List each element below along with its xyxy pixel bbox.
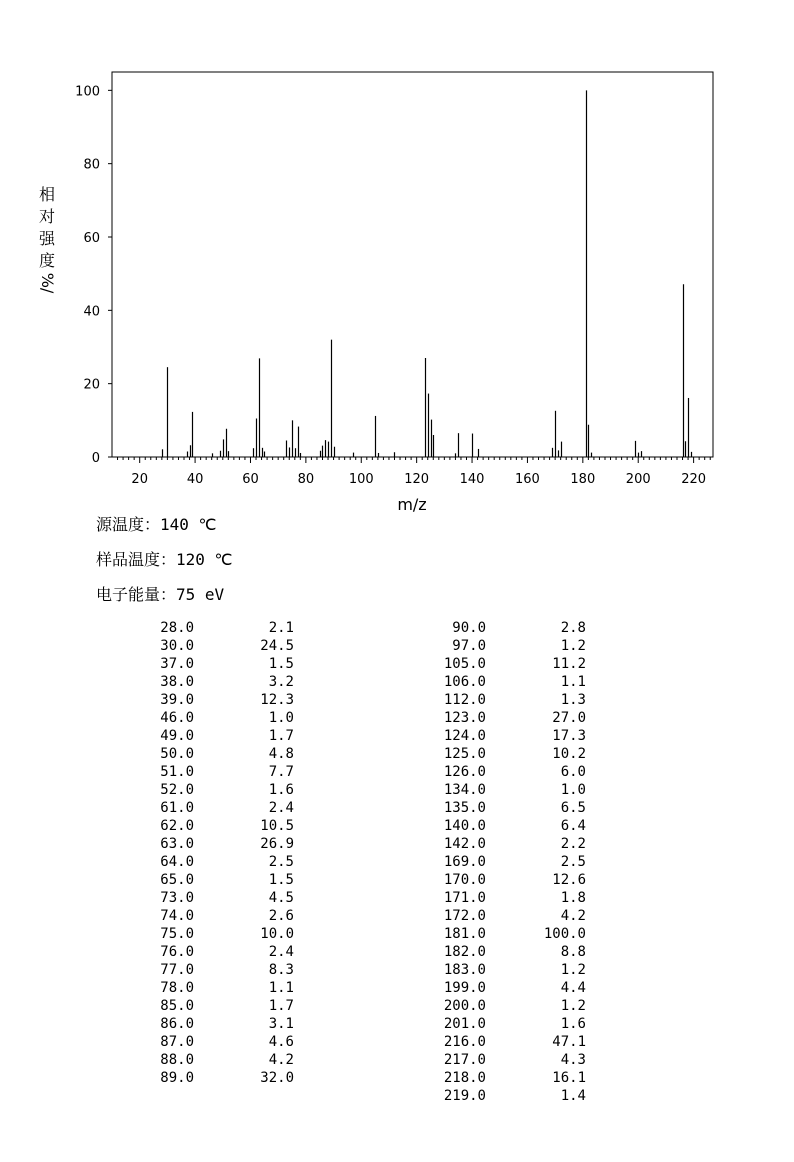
peak-abundance: 12.6 <box>552 872 586 888</box>
peak-mz: 140.0 <box>443 818 486 834</box>
peak-mz: 62.0 <box>160 818 194 834</box>
peak-mz: 134.0 <box>443 782 486 798</box>
x-tick-label: 120 <box>404 472 430 487</box>
peak-mz: 200.0 <box>443 998 486 1014</box>
peak-row <box>100 763 294 781</box>
peak-row <box>100 799 294 817</box>
peak-abundance: 1.4 <box>560 1088 586 1104</box>
x-tick-label: 160 <box>515 472 540 487</box>
peak-abundance: 2.8 <box>560 620 586 636</box>
peak-row <box>100 727 294 745</box>
y-tick-label: 0 <box>91 451 100 466</box>
peak-row <box>390 727 586 745</box>
peak-row <box>390 1069 586 1087</box>
peak-row <box>390 1087 586 1105</box>
peak-row <box>100 781 294 799</box>
peak-abundance: 4.4 <box>560 980 586 996</box>
peak-row <box>100 1015 294 1033</box>
sample-temperature <box>96 547 233 570</box>
peak-abundance: 1.0 <box>560 782 586 798</box>
y-axis-label-char: 度 <box>38 251 55 270</box>
peak-mz: 78.0 <box>160 980 194 996</box>
peak-abundance: 2.4 <box>268 944 294 960</box>
peak-abundance: 1.2 <box>560 638 586 654</box>
peak-mz: 51.0 <box>160 764 194 780</box>
electron-energy <box>96 582 224 605</box>
peak-table-left <box>100 619 294 1087</box>
peak-table-right <box>390 619 586 1105</box>
x-tick-label: 80 <box>297 472 315 487</box>
peak-row <box>100 817 294 835</box>
peak-mz: 123.0 <box>443 710 486 726</box>
peak-row <box>390 763 586 781</box>
peak-abundance: 26.9 <box>260 836 294 852</box>
peak-mz: 125.0 <box>443 746 486 762</box>
peak-abundance: 8.8 <box>560 944 586 960</box>
peak-mz: 61.0 <box>160 800 194 816</box>
peak-abundance: 11.2 <box>552 656 586 672</box>
peak-row <box>100 655 294 673</box>
x-tick-label: 140 <box>459 472 485 487</box>
peak-row <box>390 889 586 907</box>
peak-abundance: 24.5 <box>260 638 294 654</box>
peak-abundance: 1.3 <box>560 692 586 708</box>
spectrum-peaks <box>163 90 692 457</box>
peak-abundance: 1.5 <box>268 872 294 888</box>
peak-row <box>100 961 294 979</box>
x-tick-label: 220 <box>681 472 707 487</box>
peak-row <box>100 1051 294 1069</box>
peak-abundance: 4.2 <box>268 1052 294 1068</box>
peak-row <box>100 871 294 889</box>
peak-abundance: 2.5 <box>560 854 586 870</box>
peak-row <box>390 799 586 817</box>
peak-abundance: 7.7 <box>268 764 294 780</box>
peak-abundance: 32.0 <box>260 1070 294 1086</box>
peak-row <box>390 835 586 853</box>
source-temperature <box>96 512 217 535</box>
peak-row <box>100 1069 294 1087</box>
y-axis-label-char: 相 <box>38 185 55 204</box>
param-value: 75 eV <box>176 585 225 604</box>
peak-row <box>100 925 294 943</box>
peak-abundance: 1.0 <box>268 710 294 726</box>
peak-mz: 88.0 <box>160 1052 194 1068</box>
peak-mz: 39.0 <box>160 692 194 708</box>
peak-abundance: 6.5 <box>560 800 586 816</box>
peak-abundance: 1.2 <box>560 962 586 978</box>
peak-row <box>100 997 294 1015</box>
peak-mz: 77.0 <box>160 962 194 978</box>
peak-mz: 38.0 <box>160 674 194 690</box>
peak-abundance: 1.2 <box>560 998 586 1014</box>
peak-row <box>390 709 586 727</box>
peak-mz: 65.0 <box>160 872 194 888</box>
peak-row <box>390 925 586 943</box>
y-tick-label: 20 <box>83 377 100 393</box>
peak-mz: 30.0 <box>160 638 194 654</box>
peak-abundance: 1.6 <box>268 782 294 798</box>
peak-row <box>390 997 586 1015</box>
peak-mz: 216.0 <box>443 1034 486 1050</box>
peak-row <box>390 943 586 961</box>
peak-abundance: 1.7 <box>268 728 294 744</box>
peak-row <box>100 907 294 925</box>
peak-mz: 46.0 <box>160 710 194 726</box>
peak-row <box>100 943 294 961</box>
peak-abundance: 16.1 <box>552 1070 586 1086</box>
peak-mz: 105.0 <box>443 656 486 672</box>
x-tick-label: 60 <box>242 472 259 487</box>
peak-mz: 172.0 <box>443 908 486 924</box>
peak-row <box>390 619 586 637</box>
peak-abundance: 4.3 <box>560 1052 586 1068</box>
peak-row <box>390 1015 586 1033</box>
peak-mz: 126.0 <box>443 764 486 780</box>
plot-frame <box>112 72 713 457</box>
peak-abundance: 4.2 <box>560 908 586 924</box>
peak-abundance: 47.1 <box>552 1034 586 1050</box>
y-axis-label-unit: %/ <box>38 272 57 294</box>
peak-row <box>390 907 586 925</box>
peak-abundance: 2.6 <box>268 908 294 924</box>
peak-abundance: 1.1 <box>560 674 586 690</box>
peak-abundance: 12.3 <box>260 692 294 708</box>
peak-mz: 74.0 <box>160 908 194 924</box>
peak-row <box>390 745 586 763</box>
y-tick-label: 100 <box>75 84 100 100</box>
peak-mz: 63.0 <box>160 836 194 852</box>
x-tick-label: 20 <box>131 472 148 487</box>
peak-abundance: 8.3 <box>268 962 294 978</box>
peak-mz: 52.0 <box>160 782 194 798</box>
peak-mz: 87.0 <box>160 1034 194 1050</box>
peak-mz: 76.0 <box>160 944 194 960</box>
peak-mz: 86.0 <box>160 1016 194 1032</box>
peak-abundance: 10.2 <box>552 746 586 762</box>
peak-mz: 219.0 <box>443 1088 486 1104</box>
peak-mz: 73.0 <box>160 890 194 906</box>
x-tick-label: 40 <box>186 472 204 487</box>
peak-row <box>100 709 294 727</box>
peak-abundance: 1.1 <box>268 980 294 996</box>
peak-abundance: 27.0 <box>552 710 586 726</box>
peak-mz: 97.0 <box>452 638 486 654</box>
param-label: 样品温度： <box>96 550 177 569</box>
peak-mz: 181.0 <box>443 926 486 942</box>
peak-row <box>100 889 294 907</box>
peak-mz: 171.0 <box>443 890 486 906</box>
peak-row <box>100 745 294 763</box>
peak-row <box>100 673 294 691</box>
peak-row <box>100 637 294 655</box>
peak-row <box>390 781 586 799</box>
peak-row <box>100 1033 294 1051</box>
y-axis-label-char: 强 <box>38 229 55 248</box>
peak-mz: 218.0 <box>443 1070 486 1086</box>
peak-row <box>390 637 586 655</box>
peak-mz: 75.0 <box>160 926 194 942</box>
peak-mz: 112.0 <box>443 692 486 708</box>
y-tick-label: 40 <box>83 304 100 320</box>
peak-row <box>390 1051 586 1069</box>
param-value: 120 ℃ <box>176 550 233 569</box>
y-tick-label: 80 <box>83 157 100 173</box>
peak-abundance: 2.1 <box>268 620 294 636</box>
peak-mz: 50.0 <box>160 746 194 762</box>
peak-row <box>390 853 586 871</box>
peak-row <box>390 691 586 709</box>
peak-row <box>390 1033 586 1051</box>
mass-spectrum-chart <box>0 0 794 520</box>
peak-row <box>390 817 586 835</box>
peak-row <box>390 961 586 979</box>
peak-abundance: 2.2 <box>560 836 586 852</box>
x-tick-label: 100 <box>348 472 374 487</box>
peak-mz: 170.0 <box>443 872 486 888</box>
peak-mz: 106.0 <box>443 674 486 690</box>
peak-mz: 199.0 <box>443 980 486 996</box>
x-tick-label: 180 <box>570 472 596 487</box>
peak-mz: 37.0 <box>160 656 194 672</box>
peak-row <box>390 673 586 691</box>
peak-row <box>100 619 294 637</box>
peak-abundance: 1.8 <box>560 890 586 906</box>
peak-abundance: 4.6 <box>268 1034 294 1050</box>
y-axis-label-char: 对 <box>38 207 55 226</box>
peak-abundance: 100.0 <box>543 926 586 942</box>
peak-abundance: 1.7 <box>268 998 294 1014</box>
peak-mz: 217.0 <box>443 1052 486 1068</box>
peak-abundance: 1.6 <box>560 1016 586 1032</box>
peak-abundance: 4.5 <box>268 890 294 906</box>
peak-abundance: 2.5 <box>268 854 294 870</box>
peak-row <box>100 691 294 709</box>
peak-row <box>100 835 294 853</box>
peak-mz: 49.0 <box>160 728 194 744</box>
x-axis <box>118 457 711 487</box>
peak-mz: 124.0 <box>443 728 486 744</box>
peak-abundance: 6.4 <box>560 818 586 834</box>
peak-mz: 183.0 <box>443 962 486 978</box>
peak-mz: 64.0 <box>160 854 194 870</box>
param-value: 140 ℃ <box>160 515 217 534</box>
peak-row <box>390 655 586 673</box>
peak-row <box>100 979 294 997</box>
peak-row <box>100 853 294 871</box>
peak-mz: 90.0 <box>452 620 486 636</box>
x-axis-label: m/z <box>397 495 427 514</box>
param-label: 源温度： <box>96 515 161 534</box>
peak-mz: 89.0 <box>160 1070 194 1086</box>
peak-mz: 142.0 <box>443 836 486 852</box>
peak-row <box>390 871 586 889</box>
peak-mz: 182.0 <box>443 944 486 960</box>
peak-abundance: 1.5 <box>268 656 294 672</box>
y-tick-label: 60 <box>83 231 100 246</box>
x-tick-label: 200 <box>625 472 651 487</box>
y-axis-label <box>36 184 58 294</box>
param-label: 电子能量： <box>96 585 177 604</box>
peak-mz: 85.0 <box>160 998 194 1014</box>
peak-abundance: 3.2 <box>268 674 294 690</box>
peak-mz: 135.0 <box>443 800 486 816</box>
y-axis <box>75 84 112 466</box>
peak-abundance: 10.5 <box>260 818 294 834</box>
peak-abundance: 6.0 <box>560 764 586 780</box>
peak-row <box>390 979 586 997</box>
peak-abundance: 4.8 <box>268 746 294 762</box>
peak-mz: 28.0 <box>160 620 194 636</box>
peak-abundance: 10.0 <box>260 926 294 942</box>
peak-abundance: 3.1 <box>268 1016 294 1032</box>
peak-mz: 201.0 <box>443 1016 486 1032</box>
peak-abundance: 2.4 <box>268 800 294 816</box>
peak-mz: 169.0 <box>443 854 486 870</box>
peak-abundance: 17.3 <box>552 728 586 744</box>
